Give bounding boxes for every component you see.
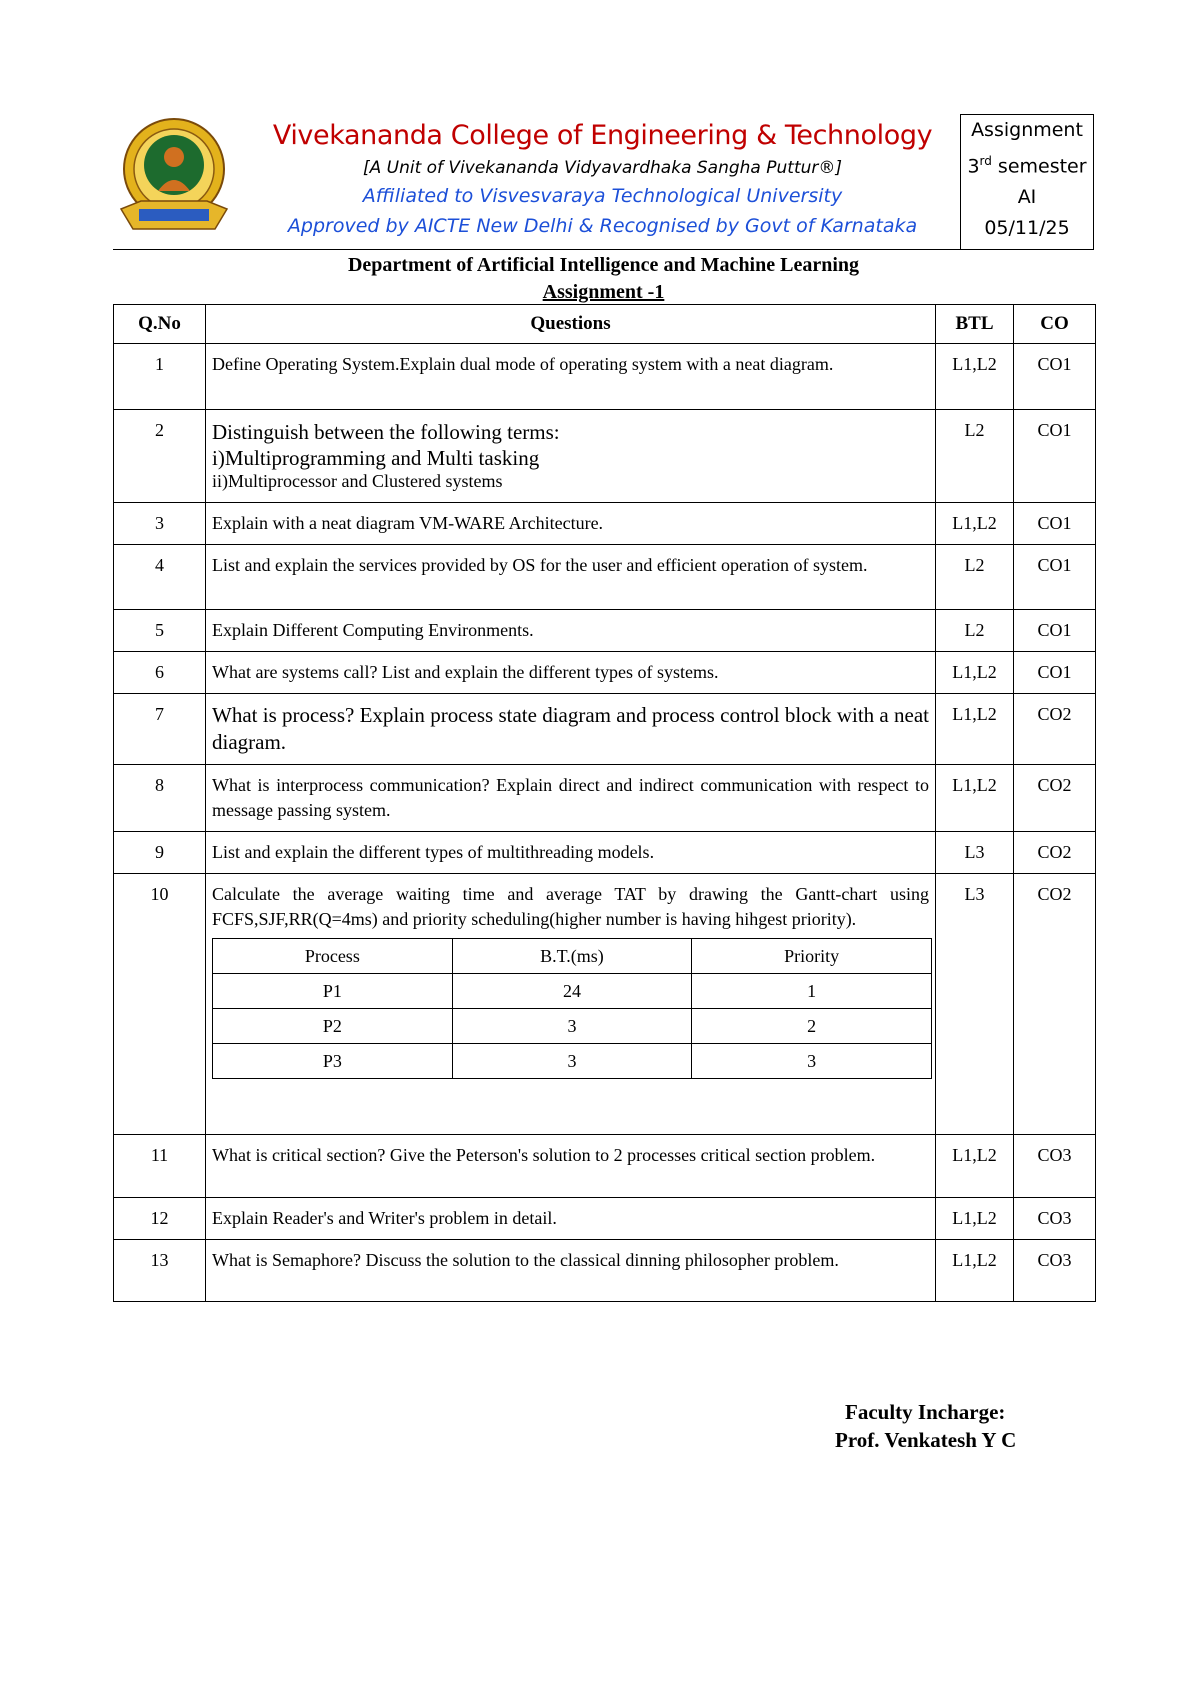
faculty-label: Faculty Incharge: bbox=[845, 1400, 1006, 1424]
question-text: Define Operating System.Explain dual mode of operating system with a neat diagram. bbox=[206, 344, 936, 410]
assignment-title: Assignment -1 bbox=[542, 281, 665, 303]
department-title: Department of Artificial Intelligence and Machine Learning bbox=[347, 254, 860, 276]
process-table-header: Process B.T.(ms) Priority bbox=[213, 939, 932, 974]
assignment-info-box bbox=[960, 114, 1094, 250]
table-row: 3 Explain with a neat diagram VM-WARE Architecture. L1,L2 CO1 bbox=[114, 503, 1096, 545]
question-text: What is interprocess communication? Explain direct and indirect communication with respect to message passing system. bbox=[206, 765, 936, 832]
question-text: What are systems call? List and explain the different types of systems. bbox=[206, 652, 936, 694]
header-qno: Q.No bbox=[114, 305, 206, 344]
table-row: 10 Calculate the average waiting time and average TAT by drawing the Gantt-chart using FCFS,SJF,RR(Q=4ms) and priority scheduling(higher number is having hihgest priority). Process B.T.(ms) Priority P1 24 1 P2 3 2 P3 3 3 L3 CO2 bbox=[114, 874, 1096, 1135]
question-text: Calculate the average waiting time and average TAT by drawing the Gantt-chart using FCFS,SJF,RR(Q=4ms) and priority scheduling(higher number is having hihgest priority). Process B.T.(ms) Priority P1 24 1 P2 3 2 P3 3 3 bbox=[206, 874, 936, 1135]
table-row: 7 What is process? Explain process state diagram and process control block with a neat diagram. L1,L2 CO2 bbox=[114, 694, 1096, 765]
table-row: 5 Explain Different Computing Environments. L2 CO1 bbox=[114, 610, 1096, 652]
process-row: P3 3 3 bbox=[213, 1044, 932, 1079]
question-text: List and explain the services provided by OS for the user and efficient operation of system. bbox=[206, 545, 936, 610]
question-text: List and explain the different types of multithreading models. bbox=[206, 832, 936, 874]
process-row: P2 3 2 bbox=[213, 1009, 932, 1044]
college-logo bbox=[113, 113, 235, 245]
date-label: 05/11/25 bbox=[984, 217, 1070, 240]
table-row: 8 What is interprocess communication? Explain direct and indirect communication with respect to message passing system. L1,L2 CO2 bbox=[114, 765, 1096, 832]
question-text: Explain Different Computing Environments. bbox=[206, 610, 936, 652]
header-questions: Questions bbox=[206, 305, 936, 344]
branch-label: AI bbox=[1017, 186, 1037, 209]
table-row: 2 Distinguish between the following terms: i)Multiprogramming and Multi tasking ii)Multiprocessor and Clustered systems L2 CO1 bbox=[114, 410, 1096, 503]
college-unit: [A Unit of Vivekananda Vidyavardhaka Sangha Puttur®] bbox=[362, 158, 843, 178]
college-header bbox=[250, 120, 955, 241]
table-row: 4 List and explain the services provided by OS for the user and efficient operation of system. L2 CO1 bbox=[114, 545, 1096, 610]
semester-label: 3rd semester bbox=[967, 154, 1087, 178]
table-row: 12 Explain Reader's and Writer's problem in detail. L1,L2 CO3 bbox=[114, 1198, 1096, 1240]
approval: Approved by AICTE New Delhi & Recognised by Govt of Karnataka bbox=[287, 215, 918, 237]
header-divider bbox=[113, 249, 1094, 250]
header-btl: BTL bbox=[936, 305, 1014, 344]
question-text: Distinguish between the following terms: i)Multiprogramming and Multi tasking ii)Multiprocessor and Clustered systems bbox=[206, 410, 936, 503]
question-text: Explain Reader's and Writer's problem in detail. bbox=[206, 1198, 936, 1240]
header-co: CO bbox=[1014, 305, 1096, 344]
process-table bbox=[212, 938, 932, 1079]
question-text: Explain with a neat diagram VM-WARE Architecture. bbox=[206, 503, 936, 545]
process-row: P1 24 1 bbox=[213, 974, 932, 1009]
question-text: What is critical section? Give the Peterson's solution to 2 processes critical section problem. bbox=[206, 1135, 936, 1198]
college-name: Vivekananda College of Engineering & Technology bbox=[272, 120, 933, 151]
table-row: 9 List and explain the different types of multithreading models. L3 CO2 bbox=[114, 832, 1096, 874]
question-text: What is Semaphore? Discuss the solution to the classical dinning philosopher problem. bbox=[206, 1240, 936, 1302]
table-row: 13 What is Semaphore? Discuss the solution to the classical dinning philosopher problem. L1,L2 CO3 bbox=[114, 1240, 1096, 1302]
table-row: 1 Define Operating System.Explain dual mode of operating system with a neat diagram. L1,L2 CO1 bbox=[114, 344, 1096, 410]
questions-table bbox=[113, 304, 1096, 1302]
table-header-row bbox=[114, 305, 1096, 344]
affiliation: Affiliated to Visvesvaraya Technological University bbox=[362, 185, 843, 207]
assignment-label: Assignment bbox=[971, 119, 1083, 141]
table-row: 11 What is critical section? Give the Peterson's solution to 2 processes critical section problem. L1,L2 CO3 bbox=[114, 1135, 1096, 1198]
table-row: 6 What are systems call? List and explain the different types of systems. L1,L2 CO1 bbox=[114, 652, 1096, 694]
faculty-name: Prof. Venkatesh Y C bbox=[835, 1428, 1017, 1452]
question-text: What is process? Explain process state diagram and process control block with a neat diagram. bbox=[206, 694, 936, 765]
faculty-signature bbox=[835, 1398, 1017, 1454]
